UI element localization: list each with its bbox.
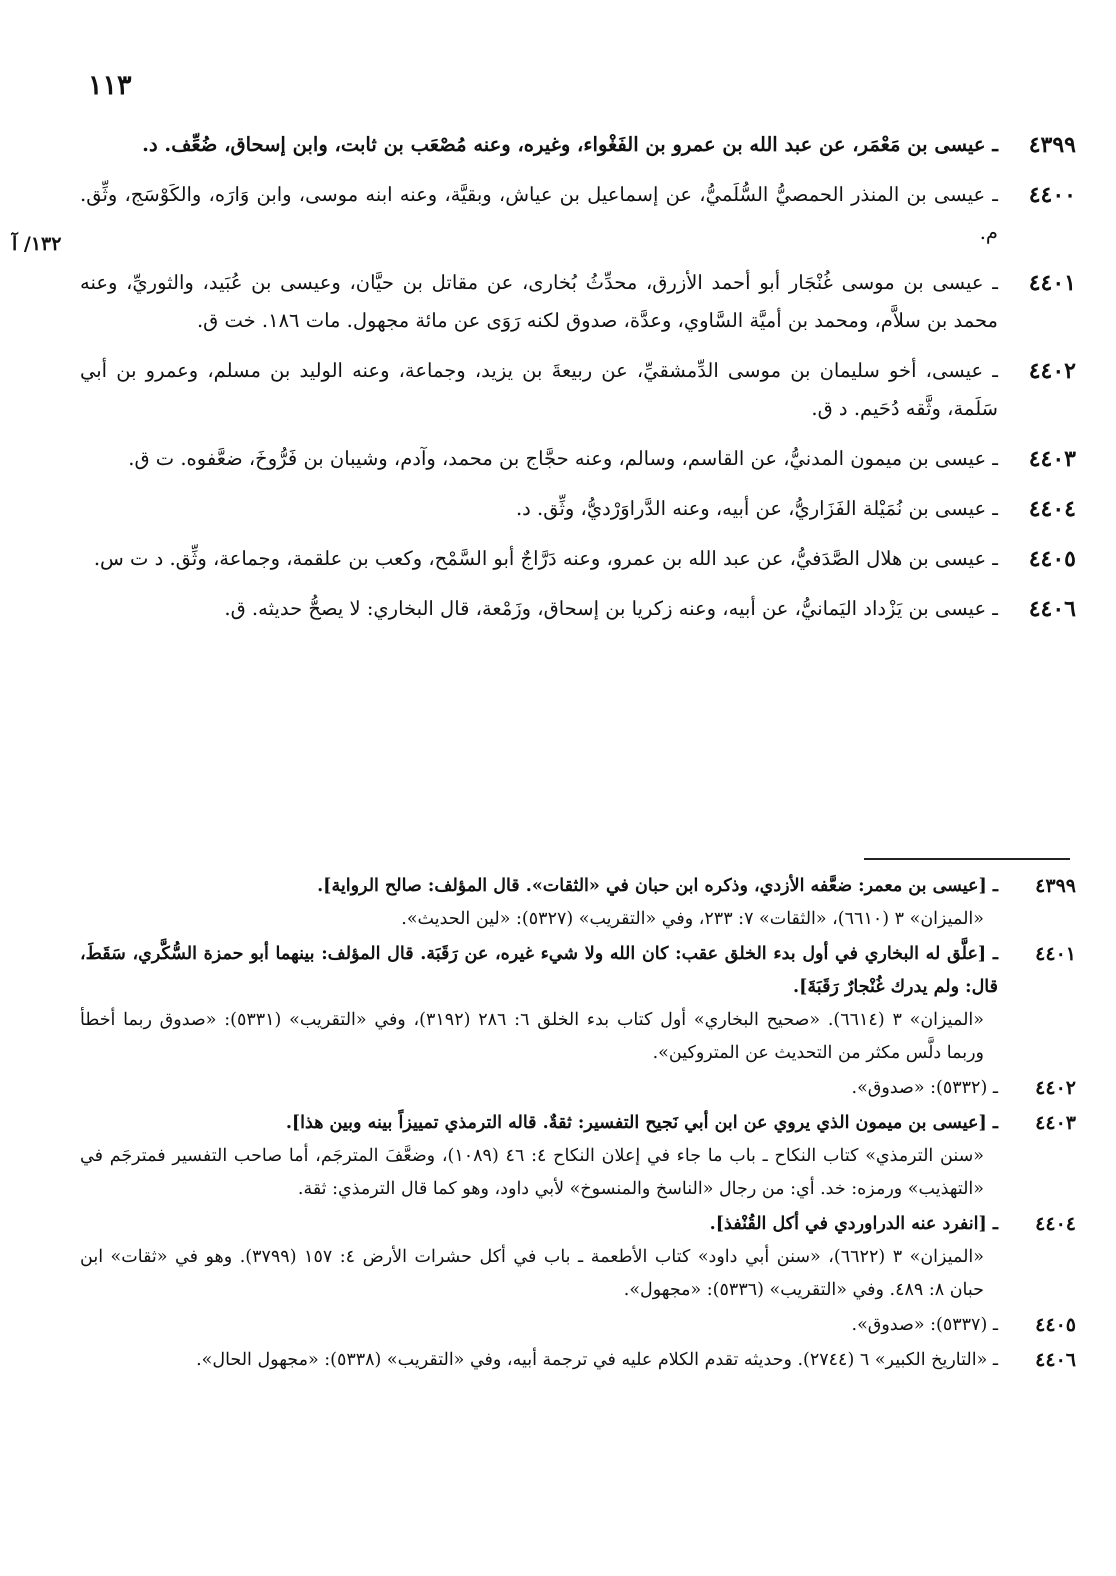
- entry: [80, 176, 1076, 252]
- footnote-body: [80, 1309, 998, 1342]
- footnote-line: «الميزان» ٣ (٦٦١٤). «صحيح البخاري» أول كتاب بدء الخلق ٦: ٢٨٦ (٣١٩٢)، وفي «التقريب» (٥٣٣١): «صدوق ربما أخطأ وربما دلَّس مكثر من التحديث عن المتروكين».: [80, 1010, 984, 1063]
- page-number: ١١٣: [88, 70, 132, 101]
- entry-number: ٤٤٠١: [1028, 270, 1076, 296]
- entry-text: ـ عيسى بن مَعْمَر، عن عبد الله بن عمرو بن الفَغْواء، وغيره، وعنه مُصْعَب بن ثابت، وابن إسحاق، ضُعِّف. د.: [142, 133, 998, 156]
- footnote-line: ـ [انفرد عنه الدراوردي في أكل القُنْفذ].: [709, 1214, 998, 1234]
- footnote-body: [80, 1072, 998, 1105]
- footnote-number: ٤٤٠٤: [1035, 1213, 1076, 1235]
- footnote-number: ٤٤٠٣: [1035, 1112, 1076, 1134]
- footnote-number: ٤٤٠٥: [1035, 1314, 1076, 1336]
- entry: [80, 264, 1076, 340]
- entry-number: ٤٤٠٠: [1028, 182, 1076, 208]
- footnote-line: ـ «التاريخ الكبير» ٦ (٢٧٤٤). وحديثه تقدم الكلام عليه في ترجمة أبيه، وفي «التقريب» (٥٣٣٨): «مجهول الحال».: [196, 1350, 998, 1370]
- footnote-line: ـ (٥٣٣٢): «صدوق».: [851, 1078, 998, 1098]
- entry: [80, 440, 1076, 478]
- footnote-line: ـ [عيسى بن معمر: ضعَّفه الأزدي، وذكره ابن حبان في «الثقات». قال المؤلف: صالح الرواية].: [317, 876, 998, 896]
- entry: [80, 590, 1076, 628]
- entry-number: ٤٣٩٩: [1028, 132, 1076, 158]
- entry-number: ٤٤٠٦: [1028, 596, 1076, 622]
- main-entries: [80, 126, 1076, 640]
- footnote: [80, 1344, 1076, 1377]
- footnote-line: «الميزان» ٣ (٦٦١٠)، «الثقات» ٧: ٢٣٣، وفي «التقريب» (٥٣٢٧): «لين الحديث».: [401, 909, 984, 929]
- entry-number: ٤٤٠٤: [1028, 496, 1076, 522]
- entry-text: ـ عيسى، أخو سليمان بن موسى الدِّمشقيِّ، عن ربيعةَ بن يزيد، وجماعة، وعنه الوليد بن مسلم، وعمرو بن أبي سَلَمة، وثَّقه دُحَيم. د ق.: [80, 359, 998, 420]
- footnote: [80, 938, 1076, 1070]
- footnotes: [80, 870, 1076, 1379]
- entry-text: ـ عيسى بن المنذر الحمصيُّ السُّلَميُّ، عن إسماعيل بن عياش، وبقيَّة، وعنه ابنه موسى، وابن وَارَه، والكَوْسَج، وثِّق. م.: [80, 183, 998, 244]
- footnote: [80, 870, 1076, 936]
- footnote-divider: [864, 858, 1070, 860]
- footnote-line: «سنن الترمذي» كتاب النكاح ـ باب ما جاء في إعلان النكاح ٤: ٤٦ (١٠٨٩)، وضعَّفَ المترجَم، أما صاحب التفسير فمترجَم في «التهذيب» ورمزه: خد. أي: من رجال «الناسخ والمنسوخ» لأبي داود، وهو كما قال الترمذي: ثقة.: [80, 1146, 984, 1199]
- entry: [80, 126, 1076, 164]
- footnote-number: ٤٤٠٢: [1035, 1077, 1076, 1099]
- manuscript-folio-note: ١٣٢/ آ: [12, 233, 62, 255]
- footnote-line: «الميزان» ٣ (٦٦٢٢)، «سنن أبي داود» كتاب الأطعمة ـ باب في أكل حشرات الأرض ٤: ١٥٧ (٣٧٩٩). وهو في «ثقات» ابن حبان ٨: ٤٨٩. وفي «التقريب» (٥٣٣٦): «مجهول».: [80, 1247, 984, 1300]
- footnote-line: ـ [عيسى بن ميمون الذي يروي عن ابن أبي نَجيح التفسير: ثقةٌ. قاله الترمذي تمييزاً بينه وبين هذا].: [285, 1113, 998, 1133]
- entry-text: ـ عيسى بن ميمون المدنيُّ، عن القاسم، وسالم، وعنه حجَّاج بن محمد، وآدم، وشيبان بن فَرُّوخَ، ضعَّفوه. ت ق.: [128, 447, 998, 470]
- footnote-body: [80, 870, 998, 936]
- footnote-body: [80, 938, 998, 1070]
- entry-number: ٤٤٠٥: [1028, 546, 1076, 572]
- entry-number: ٤٤٠٢: [1028, 358, 1076, 384]
- footnote-line: ـ [علَّق له البخاري في أول بدء الخلق عقب: كان الله ولا شيء غيره، عن رَقَبَة. قال المؤلف: بينهما أبو حمزة السُّكَّري، سَقَطَ، قال: ولم يدرك غُنْجارٌ رَقَبَةَ].: [80, 944, 998, 997]
- footnote-number: ٤٤٠٦: [1035, 1349, 1076, 1371]
- footnote: [80, 1107, 1076, 1206]
- entry-number: ٤٤٠٣: [1028, 446, 1076, 472]
- footnote: [80, 1208, 1076, 1307]
- entry-text: ـ عيسى بن هلال الصَّدَفيُّ، عن عبد الله بن عمرو، وعنه دَرَّاجٌ أبو السَّمْح، وكعب بن علقمة، وجماعة، وثِّق. د ت س.: [93, 547, 998, 570]
- footnote-body: [80, 1344, 998, 1377]
- entry: [80, 352, 1076, 428]
- entry-text: ـ عيسى بن نُمَيْلة الفَزَاريُّ، عن أبيه، وعنه الدَّراوَرْديُّ، وثِّق. د.: [515, 497, 998, 520]
- footnote-body: [80, 1208, 998, 1307]
- entry-text: ـ عيسى بن موسى غُنْجَار أبو أحمد الأزرق، محدِّثُ بُخارى، عن مقاتل بن حيَّان، وعيسى بن عُبَيد، والثوريِّ، وعنه محمد بن سلاَّم، ومحمد بن أميَّة السَّاوي، وعدَّة، صدوق لكنه رَوَى عن مائة مجهول. مات ١٨٦. خت ق.: [80, 271, 998, 332]
- footnote: [80, 1309, 1076, 1342]
- footnote-body: [80, 1107, 998, 1206]
- footnote: [80, 1072, 1076, 1105]
- footnote-line: ـ (٥٣٣٧): «صدوق».: [851, 1315, 998, 1335]
- entry-text: ـ عيسى بن يَزْداد اليَمانيُّ، عن أبيه، وعنه زكريا بن إسحاق، وزَمْعة، قال البخاري: لا يصحُّ حديثه. ق.: [224, 597, 998, 620]
- entry: [80, 540, 1076, 578]
- footnote-number: ٤٤٠١: [1035, 943, 1076, 965]
- footnote-number: ٤٣٩٩: [1035, 875, 1076, 897]
- entry: [80, 490, 1076, 528]
